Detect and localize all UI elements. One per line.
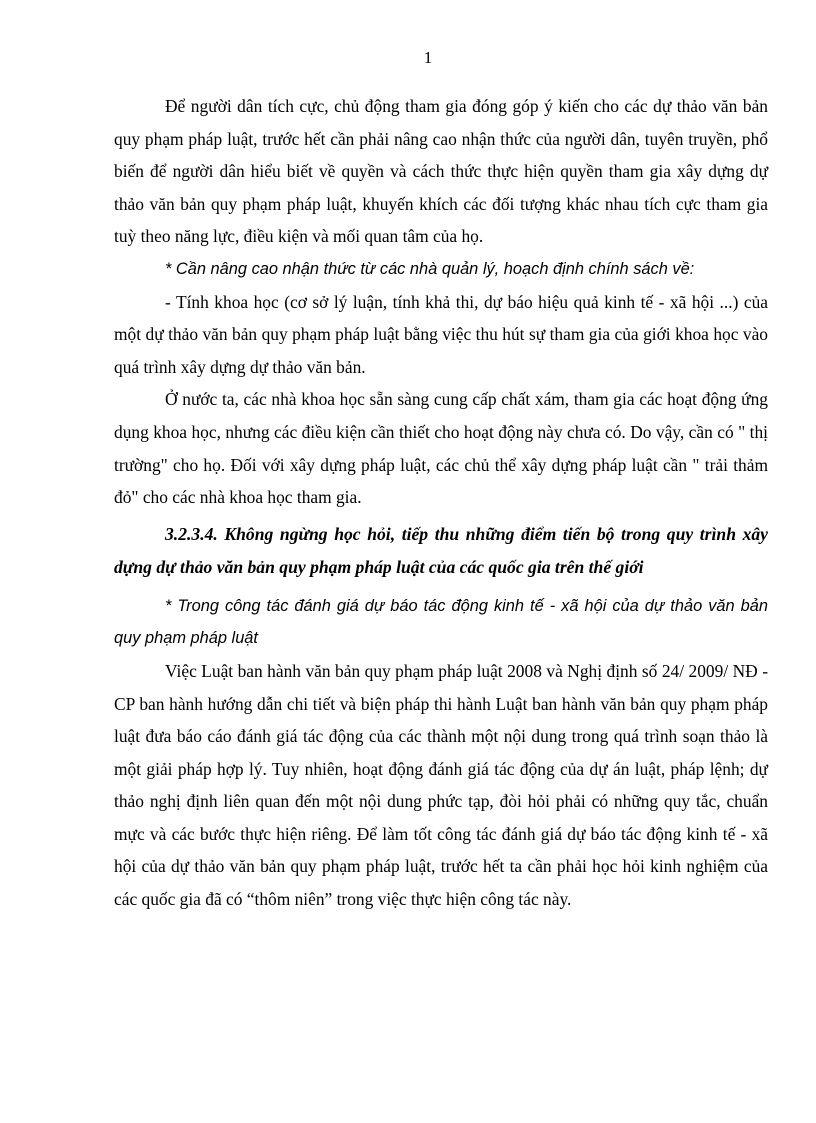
paragraph-citizen-participation: Để người dân tích cực, chủ động tham gia đóng góp ý kiến cho các dự thảo văn bản quy phạm pháp luật, trước hết cần phải nâng cao nhận thức của người dân, tuyên truyền, phổ biến để người dân hiểu biết về quyền và cách thức thực hiện quyền tham gia xây dựng dự thảo văn bản quy phạm pháp luật, khuyến khích các đối tượng khác nhau tích cực tham gia tuỳ theo năng lực, điều kiện và mối quan tâm của họ. (114, 96, 768, 247)
paragraph-scientists: Ở nước ta, các nhà khoa học sẵn sàng cung cấp chất xám, tham gia các hoạt động ứng dụng khoa học, nhưng các điều kiện cần thiết cho hoạt động này chưa có. Do vậy, cần có " thị trường" cho họ. Đối với xây dựng pháp luật, các chủ thể xây dựng pháp luật cần " trải thảm đỏ" cho các nhà khoa học tham gia. (114, 389, 768, 508)
page-number: 1 (423, 48, 433, 67)
paragraph-law-2008: Việc Luật ban hành văn bản quy phạm pháp luật 2008 và Nghị định số 24/ 2009/ NĐ - CP ban hành hướng dẫn chi tiết và biện pháp thi hành Luật ban hành văn bản quy phạm pháp luật đưa báo cáo đánh giá tác động của các thành một nội dung trong quá trình soạn thảo là một giải pháp hợp lý. Tuy nhiên, hoạt động đánh giá tác động của dự án luật, pháp lệnh; dự thảo nghị định liên quan đến một nội dung phức tạp, đòi hỏi phải có những quy tắc, chuẩn mực và các bước thực hiện riêng. Để làm tốt công tác đánh giá dự báo tác động kinh tế - xã hội của dự thảo văn bản quy phạm pháp luật, trước hết ta cần phải học hỏi kinh nghiệm của các quốc gia đã có “thôm niên” trong việc thực hiện công tác này. (114, 660, 768, 910)
paragraph-awareness-note: * Cần nâng cao nhận thức từ các nhà quản lý, hoạch định chính sách về: (165, 259, 695, 278)
section-heading: 3.2.3.4. Không ngừng học hỏi, tiếp thu những điểm tiến bộ trong quy trình xây dựng dự thảo văn bản quy phạm pháp luật của các quốc gia trên thế giới (114, 523, 768, 577)
paragraph-scientific-nature: - Tính khoa học (cơ sở lý luận, tính khả thi, dự báo hiệu quả kinh tế - xã hội ...) của một dự thảo văn bản quy phạm pháp luật bằng việc thu hút sự tham gia của giới khoa học vào quá trình xây dựng dự thảo văn bản. (114, 291, 768, 377)
paragraph-impact-assessment-note: * Trong công tác đánh giá dự báo tác động kinh tế - xã hội của dự thảo văn bản quy phạm pháp luật (114, 596, 768, 648)
document-body (114, 90, 768, 916)
